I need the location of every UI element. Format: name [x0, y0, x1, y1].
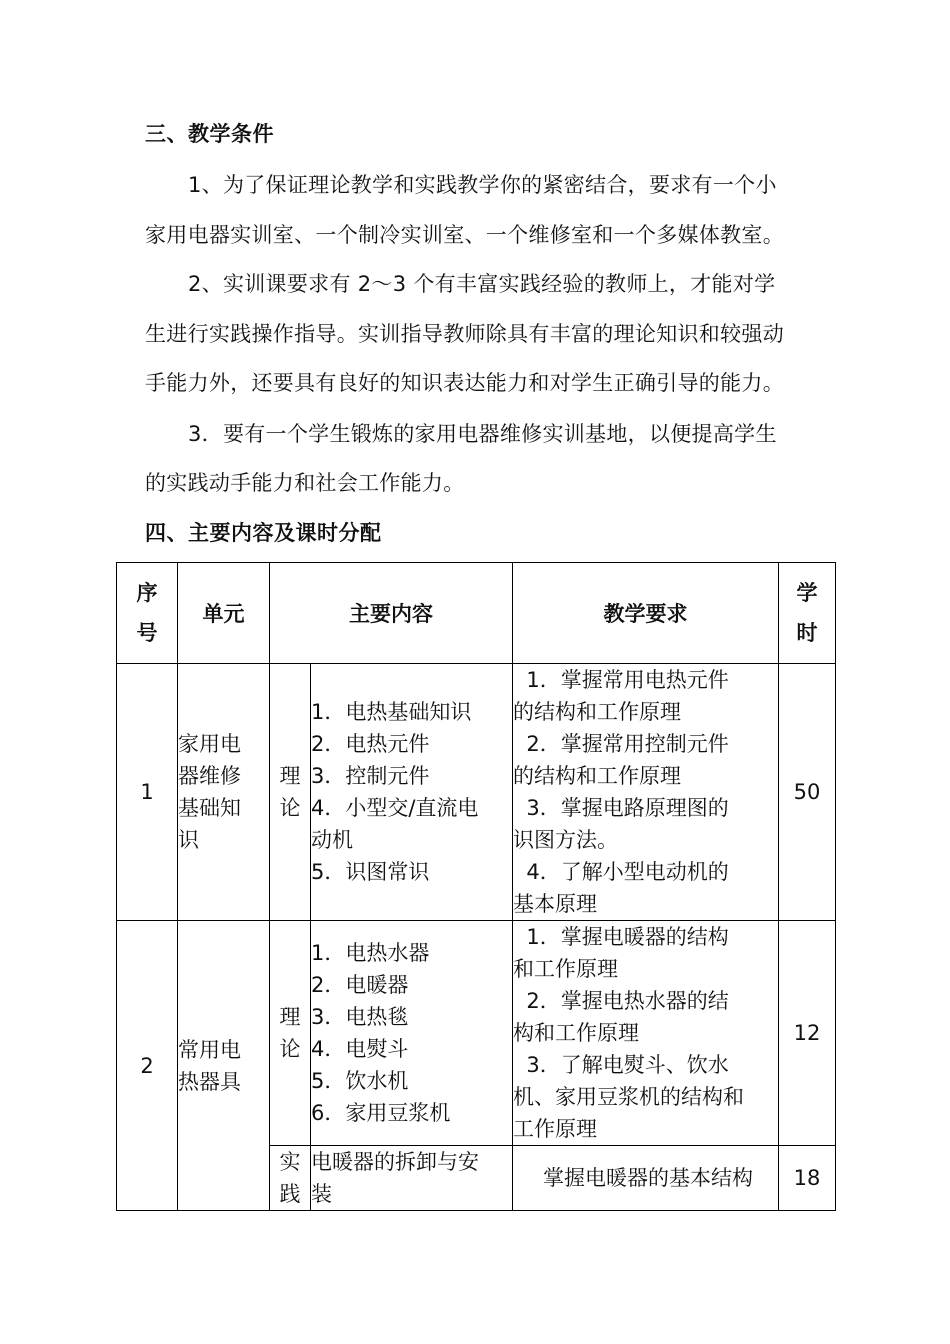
subrow-requirements: 掌握电暖器的基本结构 [513, 1146, 779, 1211]
row-requirements: 1．掌握常用电热元件 的结构和工作原理 2．掌握常用控制元件 的结构和工作原理 3．掌握电路原理图的 识图方法。 4．了解小型电动机的 基本原理 [513, 664, 779, 921]
table-row [117, 664, 836, 921]
paragraph-line: 3．要有一个学生锻炼的家用电器维修实训基地，以便提高学生 [188, 422, 777, 446]
row-hours: 50 [779, 664, 836, 921]
section-heading-content-hours: 四、主要内容及课时分配 [145, 521, 382, 545]
paragraph-line: 1、为了保证理论教学和实践教学你的紧密结合，要求有一个小 [188, 173, 777, 197]
paragraph-line: 2、实训课要求有 2～3 个有丰富实践经验的教师上，才能对学 [188, 272, 776, 296]
subrow-content: 电暖器的拆卸与安 装 [311, 1146, 513, 1211]
table-header-row [117, 563, 836, 664]
subrow-hours: 18 [779, 1146, 836, 1211]
row-requirements: 1．掌握电暖器的结构 和工作原理 2．掌握电热水器的结 构和工作原理 3．了解电熨斗、饮水 机、家用豆浆机的结构和 工作原理 [513, 921, 779, 1146]
table-row [117, 921, 836, 1146]
paragraph-line: 家用电器实训室、一个制冷实训室、一个维修室和一个多媒体教室。 [145, 223, 784, 247]
row-content: 1．电热基础知识 2．电热元件 3．控制元件 4．小型交/直流电 动机 5．识图常识 [311, 664, 513, 921]
header-requirements: 教学要求 [513, 563, 779, 664]
row-content: 1．电热水器 2．电暖器 3．电热毯 4．电熨斗 5．饮水机 6．家用豆浆机 [311, 921, 513, 1146]
header-unit: 单元 [178, 563, 270, 664]
course-hours-table [116, 562, 836, 1211]
subrow-type: 实 践 [270, 1146, 311, 1211]
row-seq: 1 [117, 664, 178, 921]
row-unit: 家用电 器维修 基础知 识 [178, 664, 270, 921]
row-type: 理 论 [270, 921, 311, 1146]
header-content: 主要内容 [270, 563, 513, 664]
section-heading-teaching-conditions: 三、教学条件 [145, 122, 274, 146]
paragraph-line: 生进行实践操作指导。实训指导教师除具有丰富的理论知识和较强动 [145, 322, 784, 346]
paragraph-line: 手能力外，还要具有良好的知识表达能力和对学生正确引导的能力。 [145, 371, 784, 395]
header-seq: 序 号 [117, 563, 178, 664]
row-unit: 常用电 热器具 [178, 921, 270, 1211]
row-seq: 2 [117, 921, 178, 1211]
row-type: 理 论 [270, 664, 311, 921]
header-hours: 学 时 [779, 563, 836, 664]
row-hours: 12 [779, 921, 836, 1146]
paragraph-line: 的实践动手能力和社会工作能力。 [145, 471, 465, 495]
